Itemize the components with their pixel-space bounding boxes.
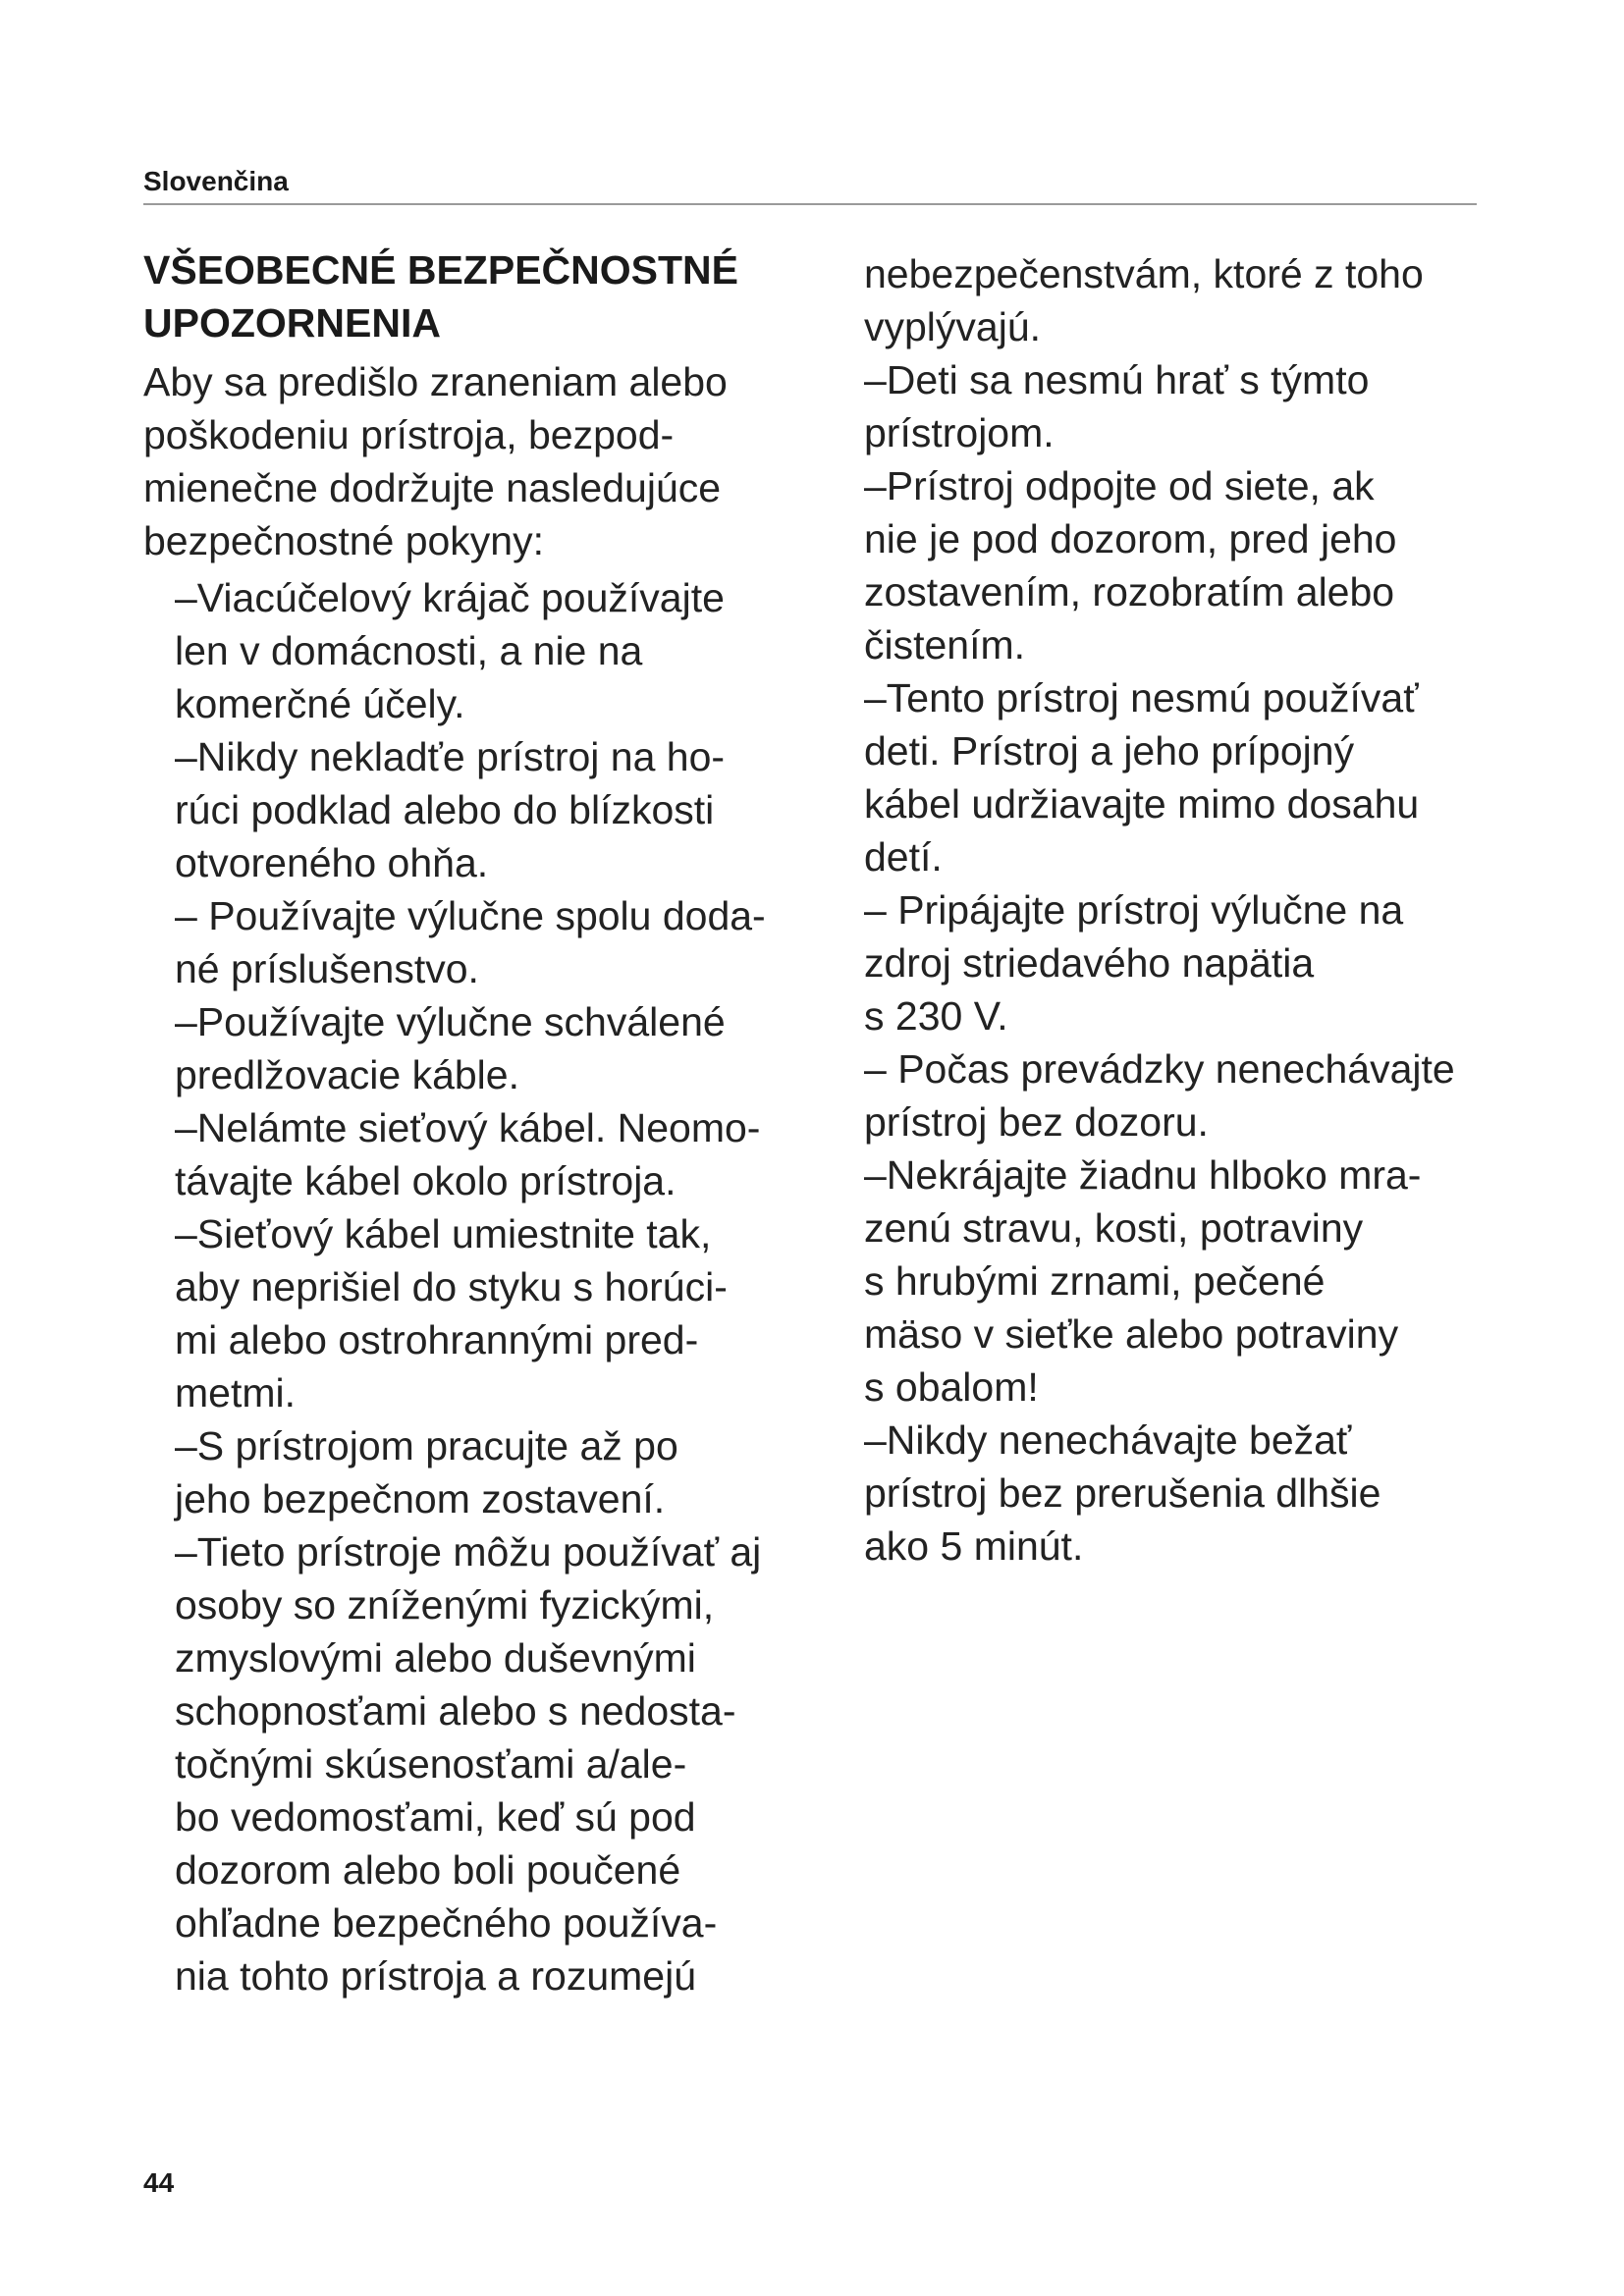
item-line: čistením. bbox=[864, 622, 1026, 667]
item-line: schopnosťami alebo s nedosta- bbox=[175, 1688, 736, 1734]
item-line: – Používajte výlučne spolu doda- bbox=[175, 893, 766, 938]
page-header bbox=[143, 164, 1477, 205]
safety-item bbox=[175, 889, 831, 995]
safety-item bbox=[864, 247, 1532, 353]
section-title bbox=[143, 243, 831, 349]
item-line: –Prístroj odpojte od siete, ak bbox=[864, 463, 1375, 508]
item-line: s obalom! bbox=[864, 1364, 1039, 1410]
safety-item bbox=[175, 995, 831, 1101]
page-number: 44 bbox=[143, 2167, 175, 2198]
item-line: – Pripájajte prístroj výlučne na bbox=[864, 887, 1404, 933]
item-line: –Používajte výlučne schválené bbox=[175, 999, 726, 1044]
item-line: deti. Prístroj a jeho prípojný bbox=[864, 728, 1355, 774]
safety-item bbox=[864, 671, 1532, 883]
item-line: metmi. bbox=[175, 1370, 296, 1415]
item-line: aby neprišiel do styku s horúci- bbox=[175, 1264, 728, 1309]
item-line: –Nelámte sieťový kábel. Neomo- bbox=[175, 1105, 761, 1150]
intro-paragraph bbox=[143, 355, 831, 567]
intro-line: poškodeniu prístroja, bezpod- bbox=[143, 412, 675, 457]
safety-item bbox=[864, 1414, 1532, 1573]
item-line: predlžovacie káble. bbox=[175, 1052, 519, 1097]
item-line: né príslušenstvo. bbox=[175, 946, 479, 991]
safety-item bbox=[175, 1101, 831, 1207]
safety-item bbox=[175, 571, 831, 730]
safety-list-left bbox=[143, 571, 831, 2002]
safety-item bbox=[864, 459, 1532, 671]
item-line: dozorom alebo boli poučené bbox=[175, 1847, 681, 1893]
intro-line: bezpečnostné pokyny: bbox=[143, 518, 544, 563]
safety-item bbox=[864, 1042, 1532, 1148]
safety-item bbox=[175, 730, 831, 889]
item-line: s 230 V. bbox=[864, 993, 1008, 1039]
safety-item bbox=[175, 1525, 831, 2002]
title-line: UPOZORNENIA bbox=[143, 300, 441, 346]
item-line: detí. bbox=[864, 834, 943, 880]
item-line: –Tento prístroj nesmú používať bbox=[864, 675, 1419, 721]
item-line: jeho bezpečnom zostavení. bbox=[175, 1476, 666, 1522]
item-line: mäso v sieťke alebo potraviny bbox=[864, 1311, 1399, 1357]
item-line: mi alebo ostrohrannými pred- bbox=[175, 1317, 699, 1362]
section-label: Slovenčina bbox=[143, 166, 289, 196]
safety-item bbox=[175, 1419, 831, 1525]
item-line: prístroj bez dozoru. bbox=[864, 1099, 1209, 1145]
item-line: komerčné účely. bbox=[175, 681, 465, 726]
item-line: –Sieťový kábel umiestnite tak, bbox=[175, 1211, 712, 1256]
right-column bbox=[864, 243, 1532, 1573]
item-line: len v domácnosti, a nie na bbox=[175, 628, 643, 673]
safety-item bbox=[864, 883, 1532, 1042]
item-line: – Počas prevádzky nenechávajte bbox=[864, 1046, 1455, 1092]
item-line: rúci podklad alebo do blízkosti bbox=[175, 787, 715, 832]
item-line: –Nikdy nekladťe prístroj na ho- bbox=[175, 734, 726, 779]
left-column bbox=[143, 243, 831, 2002]
item-line: bo vedomosťami, keď sú pod bbox=[175, 1794, 696, 1840]
item-line: nebezpečenstvám, ktoré z toho bbox=[864, 251, 1424, 296]
safety-list-right bbox=[864, 247, 1532, 1573]
safety-item bbox=[864, 353, 1532, 459]
safety-item bbox=[864, 1148, 1532, 1414]
item-line: nie je pod dozorom, pred jeho bbox=[864, 516, 1397, 561]
item-line: –Nekrájajte žiadnu hlboko mra- bbox=[864, 1152, 1422, 1198]
item-line: nia tohto prístroja a rozumejú bbox=[175, 1953, 696, 1999]
item-line: zmyslovými alebo duševnými bbox=[175, 1635, 696, 1681]
item-line: kábel udržiavajte mimo dosahu bbox=[864, 781, 1420, 827]
item-line: otvoreného ohňa. bbox=[175, 840, 489, 885]
item-line: távajte kábel okolo prístroja. bbox=[175, 1158, 677, 1203]
item-line: –Tieto prístroje môžu používať aj bbox=[175, 1529, 762, 1575]
item-line: ohľadne bezpečného používa- bbox=[175, 1900, 718, 1946]
item-line: zostavením, rozobratím alebo bbox=[864, 569, 1395, 614]
item-line: –S prístrojom pracujte až po bbox=[175, 1423, 678, 1468]
item-line: ako 5 minút. bbox=[864, 1523, 1084, 1569]
item-line: –Viacúčelový krájač používajte bbox=[175, 575, 725, 620]
item-line: –Nikdy nenechávajte bežať bbox=[864, 1417, 1352, 1463]
item-line: zdroj striedavého napätia bbox=[864, 940, 1315, 986]
item-line: vyplývajú. bbox=[864, 304, 1042, 349]
item-line: s hrubými zrnami, pečené bbox=[864, 1258, 1326, 1304]
title-line: VŠEOBECNÉ BEZPEČNOSTNÉ bbox=[143, 247, 738, 293]
item-line: –Deti sa nesmú hrať s týmto bbox=[864, 357, 1370, 402]
item-line: prístrojom. bbox=[864, 410, 1055, 455]
item-line: zenú stravu, kosti, potraviny bbox=[864, 1205, 1364, 1251]
item-line: prístroj bez prerušenia dlhšie bbox=[864, 1470, 1381, 1516]
item-line: osoby so zníženými fyzickými, bbox=[175, 1582, 715, 1628]
item-line: točnými skúsenosťami a/ale- bbox=[175, 1741, 687, 1787]
intro-line: mienečne dodržujte nasledujúce bbox=[143, 465, 722, 510]
intro-line: Aby sa predišlo zraneniam alebo bbox=[143, 359, 728, 404]
safety-item bbox=[175, 1207, 831, 1419]
